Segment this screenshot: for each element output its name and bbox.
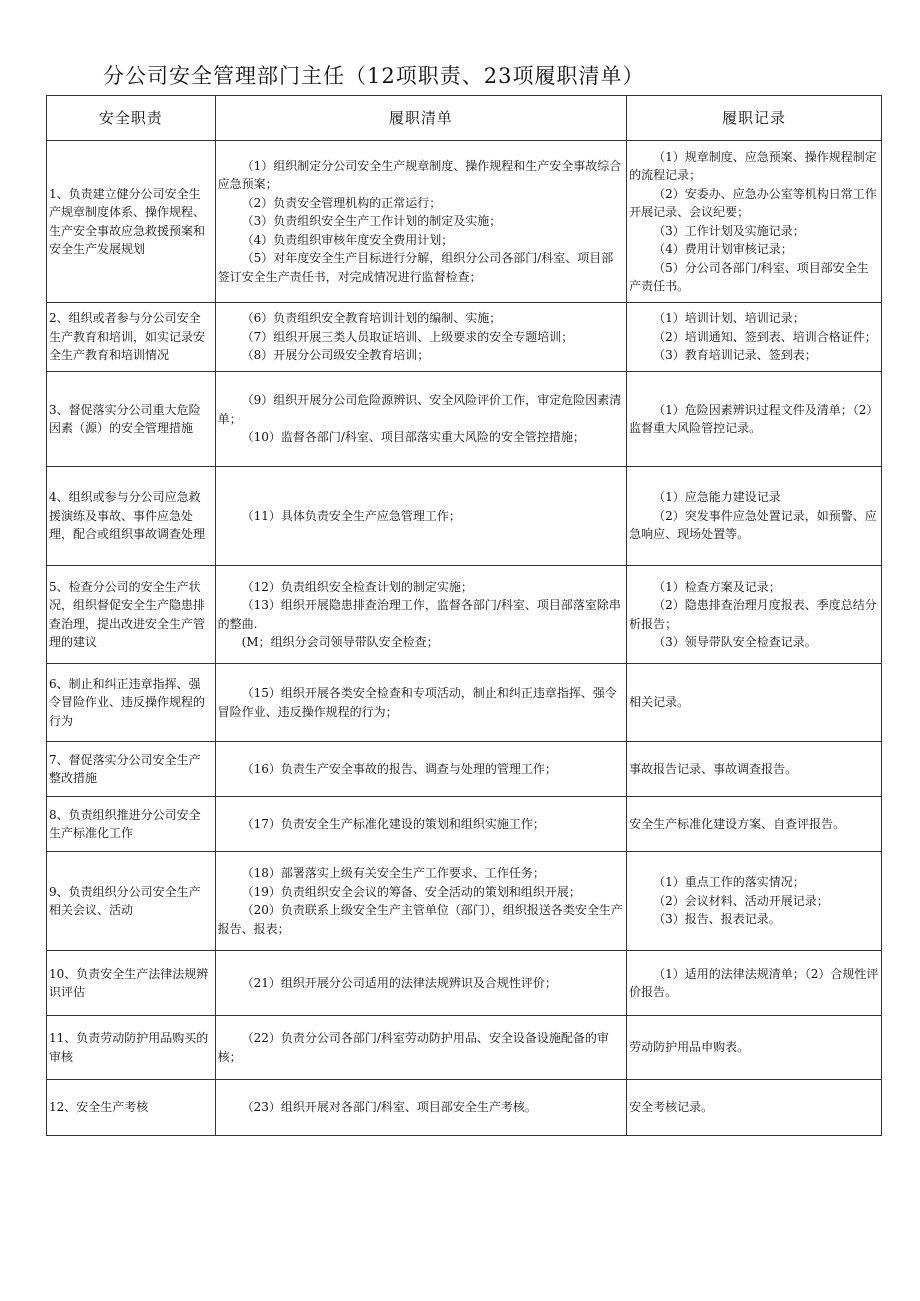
record-item: （2）会议材料、活动开展记录； — [653, 893, 829, 908]
record-item: （5）分公司各部门/科室、项目部安全生产责任书。 — [629, 260, 869, 293]
duty-table — [46, 95, 882, 1136]
table-row — [47, 852, 882, 951]
record-item: （1）检查方案及记录； — [653, 579, 781, 594]
task-item: （8）开展分公司级安全教育培训； — [241, 348, 430, 363]
task-item: （11）具体负责安全生产应急管理工作； — [241, 508, 461, 523]
task-item: （23）组织开展对各部门/科室、项目部安全生产考核。 — [241, 1100, 537, 1115]
task-item: （9）组织开展分公司危险源辨识、安全风险评价工作，审定危险因素清单； — [217, 393, 622, 426]
table-row — [47, 467, 882, 566]
duty-cell: 4、组织或参与分公司应急救援演练及事故、事件应急处理，配合或组织事故调查处理 — [47, 467, 216, 566]
record-item: （3）工作计划及实施记录； — [653, 223, 805, 238]
record-cell — [627, 797, 882, 852]
table-row — [47, 566, 882, 664]
task-list-cell — [215, 467, 626, 566]
table-row — [47, 303, 882, 372]
record-item: （2）隐患排查治理月度报表、季度总结分析报告； — [629, 598, 877, 631]
task-list-cell — [215, 1016, 626, 1080]
task-list-cell — [215, 566, 626, 664]
record-item: （2）安委办、应急办公室等机构日常工作开展记录、会议纪要； — [629, 186, 877, 219]
duty-cell: 2、组织或者参与分公司安全生产教育和培训，如实记录安全生产教育和培训情况 — [47, 303, 216, 372]
record-cell — [627, 852, 882, 951]
table-row — [47, 797, 882, 852]
record-cell — [627, 1080, 882, 1136]
task-list-cell — [215, 951, 626, 1016]
duty-cell: 6、制止和纠正违章指挥、强令冒险作业、违反操作规程的行为 — [47, 664, 216, 742]
header-record: 履职记录 — [627, 96, 882, 141]
task-item: （3）负责组织安全生产工作计划的制定及实施； — [241, 214, 502, 229]
task-item: （4）负责组织审核年度安全费用计划； — [241, 232, 454, 247]
table-row — [47, 372, 882, 467]
record-cell — [627, 467, 882, 566]
task-item: （15）组织开展各类安全检查和专项活动，制止和纠正违章指挥、强令冒险作业、违反操作规程的行为； — [217, 686, 617, 719]
duty-cell: 5、检查分公司的安全生产状况，组织督促安全生产隐患排查治理，提出改进安全生产管理的建议 — [47, 566, 216, 664]
record-item: （3）领导带队安全检查记录。 — [653, 635, 817, 649]
task-item: （5）对年度安全生产目标进行分解，组织分公司各部门/科室、项目部签订安全生产责任书，对完成情况进行监督检查； — [217, 251, 614, 284]
duty-cell: 8、负责组织推进分公司安全生产标准化工作 — [47, 797, 216, 852]
duty-cell: 12、安全生产考核 — [47, 1080, 216, 1136]
duty-cell: 11、负责劳动防护用品购买的审核 — [47, 1016, 216, 1080]
task-item: （19）负责组织安全会议的筹备、安全活动的策划和组织开展； — [241, 884, 581, 899]
table-row — [47, 664, 882, 742]
task-list-cell — [215, 303, 626, 372]
record-cell — [627, 566, 882, 664]
record-item: （1）危险因素辨识过程文件及清单；（2）监督重大风险管控记录。 — [629, 402, 879, 435]
header-list: 履职清单 — [215, 96, 626, 141]
record-item: （1）规章制度、应急预案、操作规程制定的流程记录； — [629, 149, 877, 182]
task-list-cell — [215, 664, 626, 742]
table-row — [47, 1080, 882, 1136]
record-item: （2）突发事件应急处置记录，如预警、应急响应、现场处置等。 — [629, 508, 877, 542]
task-item: （10）监督各部门/科室、项目部落实重大风险的安全管控措施； — [241, 430, 585, 445]
record-item: （1）重点工作的落实情况； — [653, 875, 805, 890]
duty-cell: 9、负责组织分公司安全生产相关会议、活动 — [47, 852, 216, 951]
task-item: （22）负责分公司各部门/科室劳动防护用品、安全设备设施配备的审核； — [217, 1031, 609, 1064]
header-duty: 安全职责 — [47, 96, 216, 141]
task-item: （17）负责安全生产标准化建设的策划和组织实施工作； — [241, 816, 545, 831]
record-cell — [627, 1016, 882, 1080]
record-item: （3）教育培训记录、签到表； — [653, 348, 817, 363]
record-cell — [627, 141, 882, 303]
table-row — [47, 742, 882, 797]
record-item: 安全考核记录。 — [629, 1100, 714, 1115]
task-list-cell — [215, 852, 626, 951]
task-item: （12）负责组织安全检查计划的制定实施； — [241, 579, 473, 594]
duty-cell: 7、督促落实分公司安全生产整改措施 — [47, 742, 216, 797]
task-list-cell — [215, 372, 626, 467]
task-item: （7）组织开展三类人员取证培训、上级要求的安全专题培训； — [241, 329, 574, 344]
task-list-cell — [215, 1080, 626, 1136]
task-item: （16）负责生产安全事故的报告、调查与处理的管理工作； — [241, 761, 557, 776]
task-item: （20）负责联系上级安全生产主管单位（部门），组织报送各类安全生产报告、报表； — [217, 903, 623, 936]
task-list-cell — [215, 141, 626, 303]
record-item: （2）培训通知、签到表、培训合格证件； — [653, 329, 877, 344]
page-title: 分公司安全管理部门主任（12项职责、23项履职清单） — [103, 64, 645, 88]
record-cell — [627, 664, 882, 742]
record-item: 事故报告记录、事故调查报告。 — [629, 761, 798, 776]
record-item: （1）适用的法律法规清单；（2）合规性评价报告。 — [629, 966, 879, 999]
duty-cell: 1、负责建立健分公司安全生产规章制度体系、操作规程、生产安全事故应急救援预案和安全生产发展规划 — [47, 141, 216, 303]
table-row — [47, 951, 882, 1016]
record-item: （3）报告、报表记录。 — [653, 912, 781, 927]
task-item: （6）负责组织安全教育培训计划的编制、实施； — [241, 311, 502, 326]
record-cell — [627, 951, 882, 1016]
task-list-cell — [215, 742, 626, 797]
task-item: （21）组织开展分公司适用的法律法规辨识及合规性评价； — [241, 975, 557, 990]
record-item: 相关记录。 — [629, 695, 690, 710]
table-row — [47, 141, 882, 303]
duty-cell: 3、督促落实分公司重大危险因素（源）的安全管理措施 — [47, 372, 216, 467]
task-item: (M；组织分会司领导带队安全检查； — [241, 635, 439, 649]
duty-cell: 10、负责安全生产法律法规辨识评估 — [47, 951, 216, 1016]
record-cell — [627, 742, 882, 797]
task-item: （2）负责安全管理机构的正常运行； — [241, 195, 442, 210]
record-item: 安全生产标准化建设方案、自查评报告。 — [629, 816, 846, 831]
record-item: （4）费用计划审核记录； — [653, 242, 793, 256]
header-row — [47, 96, 882, 141]
table-row — [47, 1016, 882, 1080]
record-item: （1）应急能力建设记录 — [653, 490, 781, 505]
record-item: （1）培训计划、培训记录； — [653, 311, 805, 326]
record-cell — [627, 303, 882, 372]
task-item: （1）组织制定分公司安全生产规章制度、操作规程和生产安全事故综合应急预案； — [217, 158, 622, 192]
record-cell — [627, 372, 882, 467]
record-item: 劳动防护用品申购表。 — [629, 1040, 750, 1055]
task-item: （18）部署落实上级有关安全生产工作要求、工作任务； — [241, 866, 545, 880]
task-item: （13）组织开展隐患排查治理工作，监督各部门/科室、项目部落室除串的整曲. — [217, 598, 621, 631]
task-list-cell — [215, 797, 626, 852]
